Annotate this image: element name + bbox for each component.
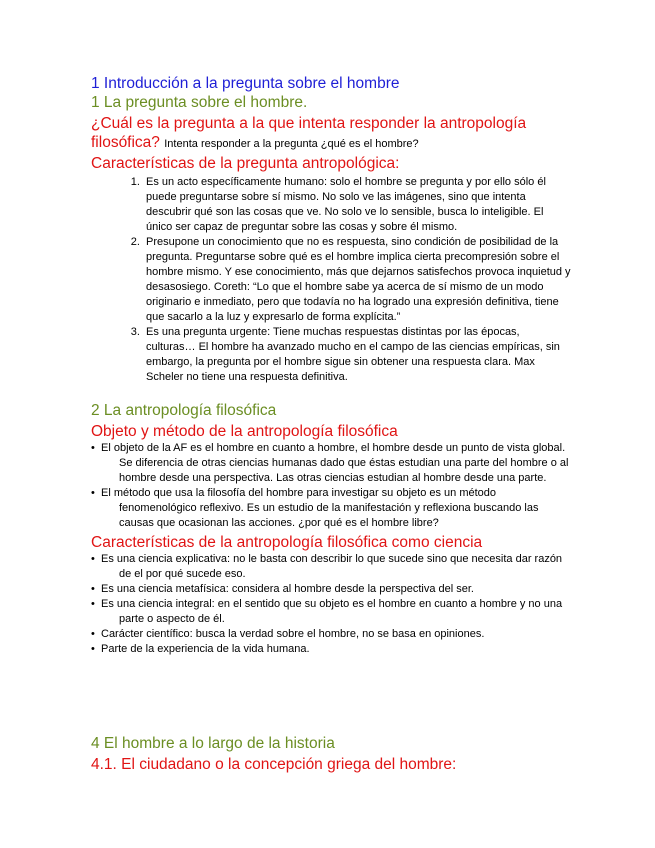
question-answer: Intenta responder a la pregunta ¿qué es el hombre? [164,138,419,150]
list-item: 1. Es un acto específicamente humano: solo el hombre se pregunta y por ello sólo él puede preguntarse sobre sí mismo. No solo ve las imágenes, sino que intenta descubrir qué son las cosas que ve. No solo ve lo sensible, busca lo inteligible. El único ser capaz de preguntar sobre las cosas y sobre él mismo. [143,175,571,235]
characteristics-heading: Características de la pregunta antropológica: [91,155,400,172]
science-list [91,552,571,657]
bullet-icon: • [91,487,95,499]
bullet-icon: • [91,553,95,565]
list-item [91,552,571,582]
bullet-icon: • [91,598,95,610]
list-item-text: El objeto de la AF es el hombre en cuanto a hombre, el hombre desde un punto de vista global. Se diferencia de otras ciencias humanas dado que éstas estudian una parte del hombre o al hombre desde una perspectiva. Las otras ciencias estudian al hombre desde una parte. [101,442,569,484]
list-item-text: Carácter científico: busca la verdad sobre el hombre, no se basa en opiniones. [101,628,485,640]
question-heading: ¿Cuál es la pregunta a la que intenta responder la antropología filosófica? [91,115,527,151]
list-item-text: Es una ciencia metafísica: considera al hombre desde la perspectiva del ser. [101,583,474,595]
section-4-title: 4 El hombre a lo largo de la historia [91,735,335,752]
list-item-text: Parte de la experiencia de la vida humana. [101,643,310,655]
list-item [91,486,571,531]
list-item [91,627,571,642]
science-heading: Características de la antropología filosófica como ciencia [91,534,483,551]
characteristics-list [91,175,571,385]
bullet-icon: • [91,643,95,655]
list-item-text: Es una ciencia explicativa: no le basta con describir lo que sucede sino que necesita dar razón de el por qué sucede eso. [101,553,563,580]
list-item [91,582,571,597]
list-item-text: Es una ciencia integral: en el sentido que su objeto es el hombre en cuanto a hombre y no una parte o aspecto de él. [101,598,563,625]
document-page [91,74,571,774]
section-1-title: 1 Introducción a la pregunta sobre el hombre [91,75,400,92]
question-paragraph [91,114,571,154]
list-item [91,642,571,657]
list-item: 2. Presupone un conocimiento que no es respuesta, sino condición de posibilidad de la pregunta. Preguntarse sobre qué es el hombre implica cierta precompresión sobre el hombre mismo. Y ese conocimiento, más que dejarnos satisfechos provoca inquietud y desasosiego. Coreth: “Lo que el hombre sabe ya acerca de sí mismo de un modo originario e inmediato, pero que todavía no ha logrado una expresión definitiva, tiene que sacarlo a la luz y expresarlo de forma explícita.” [143,235,571,325]
list-item: 3. Es una pregunta urgente: Tiene muchas respuestas distintas por las épocas, culturas… El hombre ha avanzado mucho en el campo de las ciencias empíricas, sin embargo, la pregunta por el hombre sigue sin obtener una respuesta clara. Max Scheler no tiene una respuesta definitiva. [143,325,571,385]
section-2-title: 2 La antropología filosófica [91,402,277,419]
bullet-icon: • [91,583,95,595]
list-item [91,441,571,486]
list-item-text: El método que usa la filosofía del hombre para investigar su objeto es un método fenomenológico reflexivo. Es un estudio de la manifestación y reflexiona buscando las causas que ocasionan las acciones. ¿por qué es el hombre libre? [101,487,539,529]
bullet-icon: • [91,442,95,454]
list-item [91,597,571,627]
object-heading: Objeto y método de la antropología filosófica [91,423,398,440]
object-list [91,441,571,531]
bullet-icon: • [91,628,95,640]
section-4-subtitle: 4.1. El ciudadano o la concepción griega del hombre: [91,756,457,773]
section-1-subtitle: 1 La pregunta sobre el hombre. [91,94,308,111]
